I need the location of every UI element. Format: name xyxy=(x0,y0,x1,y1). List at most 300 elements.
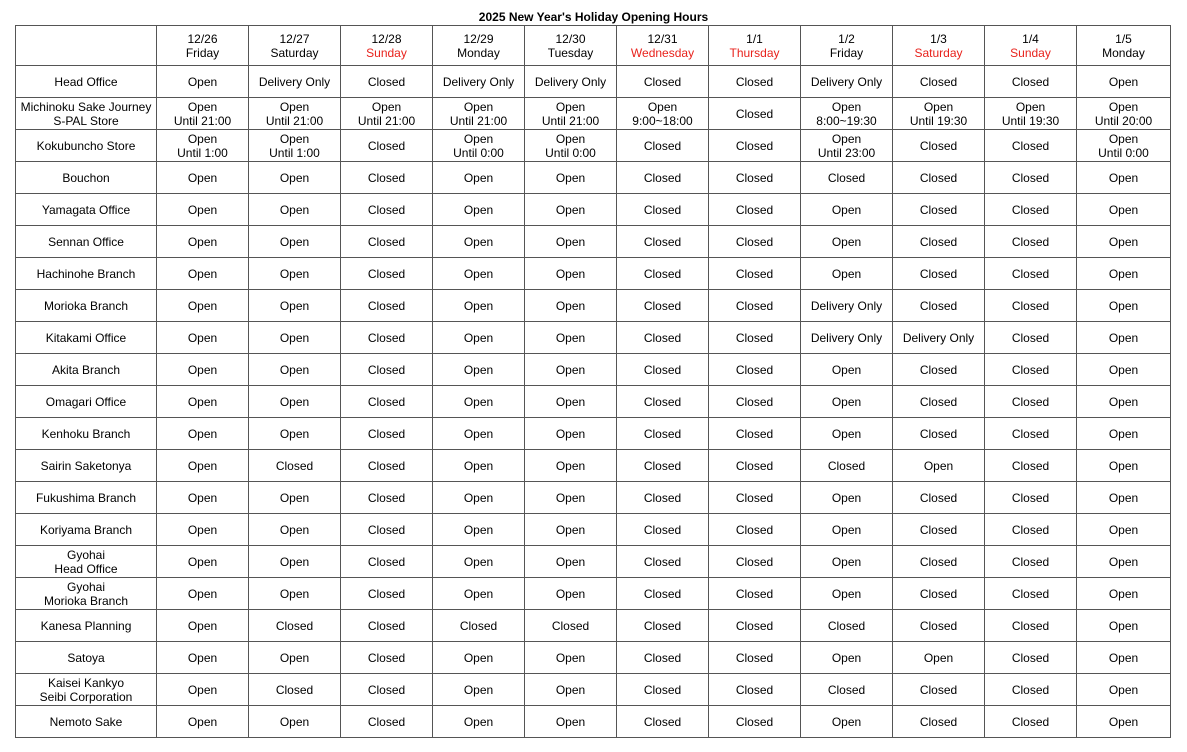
hours-cell xyxy=(249,290,341,322)
hours-cell xyxy=(801,706,893,738)
hours-cell xyxy=(1077,578,1171,610)
hours-text: Open xyxy=(463,554,494,569)
hours-cell xyxy=(433,642,525,674)
hours-cell xyxy=(433,418,525,450)
column-day: Sunday xyxy=(366,45,407,60)
hours-cell xyxy=(433,290,525,322)
hours-cell xyxy=(249,162,341,194)
column-header xyxy=(525,26,617,66)
hours-cell xyxy=(801,162,893,194)
hours-cell xyxy=(249,194,341,226)
hours-cell xyxy=(709,66,801,98)
hours-text: Closed xyxy=(367,426,406,441)
hours-text: Open xyxy=(187,618,218,633)
hours-text: Closed xyxy=(643,394,682,409)
hours-cell xyxy=(801,226,893,258)
column-header xyxy=(801,26,893,66)
hours-cell xyxy=(801,578,893,610)
hours-text: Closed xyxy=(919,682,958,697)
table-row xyxy=(16,642,1171,674)
hours-text: Closed xyxy=(1011,234,1050,249)
hours-text: Open xyxy=(1108,426,1139,441)
hours-cell xyxy=(525,546,617,578)
hours-cell xyxy=(893,386,985,418)
hours-text: 9:00~18:00 xyxy=(632,113,693,128)
hours-cell xyxy=(617,226,709,258)
hours-text: Open xyxy=(463,490,494,505)
hours-cell xyxy=(1077,450,1171,482)
column-day: Monday xyxy=(457,45,500,60)
column-date: 12/28 xyxy=(371,31,402,46)
hours-cell xyxy=(893,322,985,354)
hours-text: Open xyxy=(279,650,310,665)
table-row xyxy=(16,130,1171,162)
hours-text: Until 1:00 xyxy=(177,145,228,160)
hours-cell xyxy=(341,482,433,514)
hours-text: Closed xyxy=(1011,74,1050,89)
hours-text: Open xyxy=(463,266,494,281)
hours-text: Open xyxy=(279,330,310,345)
hours-cell xyxy=(341,322,433,354)
hours-text: Closed xyxy=(1011,682,1050,697)
hours-text: Closed xyxy=(827,458,866,473)
hours-text: Closed xyxy=(643,298,682,313)
hours-text: Delivery Only xyxy=(810,298,883,313)
hours-cell xyxy=(985,130,1077,162)
hours-text: Open xyxy=(187,586,218,601)
hours-cell xyxy=(525,610,617,642)
location-name xyxy=(16,386,157,418)
hours-cell xyxy=(617,386,709,418)
hours-text: Closed xyxy=(367,266,406,281)
hours-cell xyxy=(341,258,433,290)
hours-cell xyxy=(893,546,985,578)
hours-text: Open xyxy=(187,74,218,89)
hours-cell xyxy=(433,514,525,546)
hours-text: Open xyxy=(555,714,586,729)
hours-text: Open xyxy=(187,682,218,697)
hours-text: Closed xyxy=(919,490,958,505)
hours-text: Closed xyxy=(367,618,406,633)
hours-text: Open xyxy=(279,266,310,281)
hours-cell xyxy=(801,354,893,386)
location-name-line: Head Office xyxy=(54,74,118,89)
hours-cell xyxy=(1077,482,1171,514)
hours-cell xyxy=(249,482,341,514)
hours-cell xyxy=(525,66,617,98)
hours-text: Open xyxy=(831,99,862,114)
hours-cell xyxy=(157,130,249,162)
location-name-line: Satoya xyxy=(67,650,105,665)
hours-cell xyxy=(985,578,1077,610)
hours-text: Open xyxy=(555,586,586,601)
hours-cell xyxy=(433,226,525,258)
location-name-line: S-PAL Store xyxy=(53,113,119,128)
location-name-line: Sairin Saketonya xyxy=(40,458,132,473)
hours-cell xyxy=(801,258,893,290)
hours-cell xyxy=(617,322,709,354)
hours-text: Closed xyxy=(643,266,682,281)
hours-text: Open xyxy=(1108,330,1139,345)
hours-cell xyxy=(617,642,709,674)
hours-cell xyxy=(893,98,985,130)
hours-text: Closed xyxy=(643,234,682,249)
hours-text: Closed xyxy=(367,298,406,313)
hours-text: Open xyxy=(187,650,218,665)
hours-cell xyxy=(249,258,341,290)
hours-text: Open xyxy=(555,362,586,377)
hours-text: Closed xyxy=(367,170,406,185)
hours-cell xyxy=(893,706,985,738)
hours-cell xyxy=(1077,194,1171,226)
hours-cell xyxy=(709,674,801,706)
hours-cell xyxy=(341,226,433,258)
hours-cell xyxy=(157,610,249,642)
hours-text: Closed xyxy=(1011,554,1050,569)
hours-text: Closed xyxy=(367,394,406,409)
hours-cell xyxy=(157,482,249,514)
hours-text: Open xyxy=(1108,202,1139,217)
column-day: Saturday xyxy=(270,45,319,60)
hours-cell xyxy=(709,258,801,290)
location-name xyxy=(16,322,157,354)
table-row xyxy=(16,162,1171,194)
hours-cell xyxy=(433,386,525,418)
hours-text: Open xyxy=(279,202,310,217)
hours-cell xyxy=(985,450,1077,482)
hours-text: Open xyxy=(555,490,586,505)
hours-text: Open xyxy=(555,394,586,409)
table-row xyxy=(16,514,1171,546)
hours-cell xyxy=(617,66,709,98)
corner-cell xyxy=(16,26,157,66)
location-name xyxy=(16,674,157,706)
hours-cell xyxy=(157,386,249,418)
hours-text: Closed xyxy=(643,138,682,153)
hours-text: Open xyxy=(187,202,218,217)
hours-text: Open xyxy=(1108,394,1139,409)
hours-text: Closed xyxy=(735,266,774,281)
hours-text: Open xyxy=(279,394,310,409)
hours-cell xyxy=(1077,514,1171,546)
hours-cell xyxy=(893,130,985,162)
hours-text: Closed xyxy=(735,714,774,729)
hours-text: Open xyxy=(555,202,586,217)
hours-cell xyxy=(893,258,985,290)
hours-text: Until 21:00 xyxy=(357,113,416,128)
hours-text: Closed xyxy=(919,138,958,153)
hours-cell xyxy=(893,162,985,194)
hours-text: Closed xyxy=(1011,490,1050,505)
hours-cell xyxy=(893,674,985,706)
hours-cell xyxy=(985,98,1077,130)
hours-text: Until 20:00 xyxy=(1094,113,1153,128)
location-name-line: Fukushima Branch xyxy=(35,490,137,505)
hours-text: Delivery Only xyxy=(534,74,607,89)
table-row xyxy=(16,578,1171,610)
hours-cell xyxy=(617,450,709,482)
hours-cell xyxy=(617,354,709,386)
column-header xyxy=(709,26,801,66)
hours-text: Open xyxy=(187,234,218,249)
hours-cell xyxy=(433,98,525,130)
hours-cell xyxy=(617,194,709,226)
location-name xyxy=(16,98,157,130)
hours-text: Open xyxy=(831,266,862,281)
hours-text: Closed xyxy=(643,362,682,377)
hours-text: Closed xyxy=(735,426,774,441)
hours-text: Open xyxy=(555,298,586,313)
hours-text: Closed xyxy=(919,362,958,377)
hours-text: Until 19:30 xyxy=(1001,113,1060,128)
hours-text: Open xyxy=(1108,682,1139,697)
hours-cell xyxy=(801,514,893,546)
table-row xyxy=(16,226,1171,258)
location-name-line: Akita Branch xyxy=(51,362,121,377)
hours-text: Open xyxy=(463,298,494,313)
hours-cell xyxy=(801,322,893,354)
hours-text: Open xyxy=(831,554,862,569)
hours-cell xyxy=(341,66,433,98)
location-name-line: Sennan Office xyxy=(48,234,124,249)
hours-text: Delivery Only xyxy=(258,74,331,89)
table-row xyxy=(16,706,1171,738)
hours-text: Until 21:00 xyxy=(173,113,232,128)
hours-cell xyxy=(709,450,801,482)
hours-cell xyxy=(893,290,985,322)
hours-cell xyxy=(617,610,709,642)
hours-text: Open xyxy=(463,170,494,185)
hours-cell xyxy=(709,386,801,418)
hours-text: Closed xyxy=(735,362,774,377)
hours-text: Closed xyxy=(643,170,682,185)
hours-cell xyxy=(249,322,341,354)
location-name-line: Yamagata Office xyxy=(41,202,131,217)
hours-cell xyxy=(341,290,433,322)
column-date: 12/31 xyxy=(647,31,678,46)
column-day: Thursday xyxy=(729,45,780,60)
location-name-line: Omagari Office xyxy=(45,394,127,409)
hours-text: Open xyxy=(555,234,586,249)
location-name-line: Koriyama Branch xyxy=(39,522,133,537)
column-day: Saturday xyxy=(914,45,963,60)
hours-cell xyxy=(249,514,341,546)
hours-text: Open xyxy=(279,586,310,601)
hours-cell xyxy=(341,674,433,706)
hours-cell xyxy=(341,610,433,642)
hours-cell xyxy=(157,642,249,674)
hours-cell xyxy=(157,322,249,354)
hours-text: Open xyxy=(279,99,310,114)
hours-text: Open xyxy=(831,362,862,377)
hours-cell xyxy=(893,578,985,610)
hours-text: Open xyxy=(923,458,954,473)
hours-text: Closed xyxy=(367,682,406,697)
hours-cell xyxy=(1077,386,1171,418)
hours-text: Open xyxy=(1108,714,1139,729)
hours-text: Closed xyxy=(919,426,958,441)
hours-text: Closed xyxy=(367,714,406,729)
location-name-line: Gyohai xyxy=(66,547,106,562)
hours-text: Closed xyxy=(919,714,958,729)
hours-cell xyxy=(525,194,617,226)
column-header xyxy=(341,26,433,66)
location-name xyxy=(16,130,157,162)
hours-cell xyxy=(249,610,341,642)
hours-text: Closed xyxy=(919,170,958,185)
column-date: 12/26 xyxy=(187,31,218,46)
hours-text: Closed xyxy=(459,618,498,633)
hours-cell xyxy=(525,706,617,738)
hours-text: Closed xyxy=(643,650,682,665)
hours-text: Closed xyxy=(1011,426,1050,441)
hours-text: Closed xyxy=(735,618,774,633)
hours-cell xyxy=(249,674,341,706)
hours-cell xyxy=(525,418,617,450)
hours-cell xyxy=(433,194,525,226)
table-row xyxy=(16,354,1171,386)
location-name xyxy=(16,482,157,514)
hours-text: Open xyxy=(1015,99,1046,114)
location-name-line: Morioka Branch xyxy=(43,593,129,608)
hours-cell xyxy=(985,66,1077,98)
hours-cell xyxy=(1077,98,1171,130)
hours-cell xyxy=(433,546,525,578)
hours-cell xyxy=(893,194,985,226)
hours-cell xyxy=(341,354,433,386)
hours-text: Open xyxy=(831,234,862,249)
hours-text: Open xyxy=(555,522,586,537)
hours-text: Open xyxy=(831,426,862,441)
hours-cell xyxy=(433,130,525,162)
hours-cell xyxy=(893,226,985,258)
location-name xyxy=(16,66,157,98)
hours-cell xyxy=(617,546,709,578)
hours-text: Delivery Only xyxy=(810,330,883,345)
hours-cell xyxy=(433,450,525,482)
hours-cell xyxy=(1077,546,1171,578)
hours-text: Closed xyxy=(1011,618,1050,633)
hours-cell xyxy=(525,578,617,610)
hours-cell xyxy=(801,546,893,578)
hours-text: Open xyxy=(463,650,494,665)
column-date: 1/4 xyxy=(1022,31,1039,46)
hours-text: Open xyxy=(187,394,218,409)
hours-text: Closed xyxy=(735,490,774,505)
hours-cell xyxy=(617,130,709,162)
hours-cell xyxy=(249,706,341,738)
hours-cell xyxy=(525,290,617,322)
hours-text: Closed xyxy=(735,202,774,217)
header-row xyxy=(16,26,1171,66)
location-name-line: Michinoku Sake Journey xyxy=(20,99,152,114)
hours-text: Open xyxy=(187,170,218,185)
hours-text: Open xyxy=(1108,362,1139,377)
hours-cell xyxy=(433,322,525,354)
hours-cell xyxy=(985,386,1077,418)
location-name xyxy=(16,258,157,290)
hours-text: Closed xyxy=(275,618,314,633)
hours-cell xyxy=(893,642,985,674)
hours-text: Open xyxy=(187,458,218,473)
hours-cell xyxy=(341,130,433,162)
hours-text: Closed xyxy=(643,682,682,697)
location-name xyxy=(16,642,157,674)
hours-text: Open xyxy=(555,131,586,146)
hours-text: Open xyxy=(463,426,494,441)
hours-cell xyxy=(709,226,801,258)
hours-cell xyxy=(985,674,1077,706)
hours-text: Open xyxy=(1108,618,1139,633)
hours-text: Open xyxy=(831,522,862,537)
hours-cell xyxy=(985,290,1077,322)
hours-cell xyxy=(249,418,341,450)
location-name-line: Gyohai xyxy=(66,579,106,594)
table-row xyxy=(16,322,1171,354)
hours-text: Open xyxy=(463,202,494,217)
hours-cell xyxy=(249,578,341,610)
hours-text: Open xyxy=(555,170,586,185)
hours-text: Until 0:00 xyxy=(1098,145,1149,160)
hours-text: Closed xyxy=(1011,202,1050,217)
hours-cell xyxy=(801,66,893,98)
hours-text: Open xyxy=(831,394,862,409)
hours-text: Until 21:00 xyxy=(541,113,600,128)
hours-cell xyxy=(525,674,617,706)
hours-text: Closed xyxy=(919,202,958,217)
hours-text: Until 1:00 xyxy=(269,145,320,160)
hours-text: Open xyxy=(1108,298,1139,313)
hours-text: Closed xyxy=(735,138,774,153)
location-name-line: Bouchon xyxy=(62,170,110,185)
hours-cell xyxy=(985,482,1077,514)
hours-cell xyxy=(433,162,525,194)
hours-text: Closed xyxy=(643,202,682,217)
hours-text: Closed xyxy=(643,426,682,441)
hours-cell xyxy=(433,578,525,610)
hours-text: Closed xyxy=(367,650,406,665)
hours-text: Closed xyxy=(367,458,406,473)
location-name xyxy=(16,418,157,450)
hours-cell xyxy=(985,322,1077,354)
hours-cell xyxy=(893,514,985,546)
location-name xyxy=(16,450,157,482)
hours-cell xyxy=(801,418,893,450)
hours-text: Open xyxy=(1108,234,1139,249)
hours-cell xyxy=(893,482,985,514)
hours-cell xyxy=(801,610,893,642)
hours-cell xyxy=(341,706,433,738)
hours-cell xyxy=(249,226,341,258)
hours-text: Closed xyxy=(367,586,406,601)
column-day: Friday xyxy=(185,45,220,60)
hours-cell xyxy=(617,706,709,738)
hours-cell xyxy=(985,418,1077,450)
hours-cell xyxy=(157,354,249,386)
hours-cell xyxy=(525,642,617,674)
hours-text: Open xyxy=(279,298,310,313)
hours-text: Closed xyxy=(735,170,774,185)
table-row xyxy=(16,418,1171,450)
hours-text: Closed xyxy=(275,682,314,697)
hours-cell xyxy=(1077,258,1171,290)
location-name xyxy=(16,706,157,738)
hours-text: Closed xyxy=(1011,714,1050,729)
column-date: 1/5 xyxy=(1115,31,1132,46)
hours-cell xyxy=(893,418,985,450)
hours-text: Closed xyxy=(735,522,774,537)
hours-cell xyxy=(1077,354,1171,386)
